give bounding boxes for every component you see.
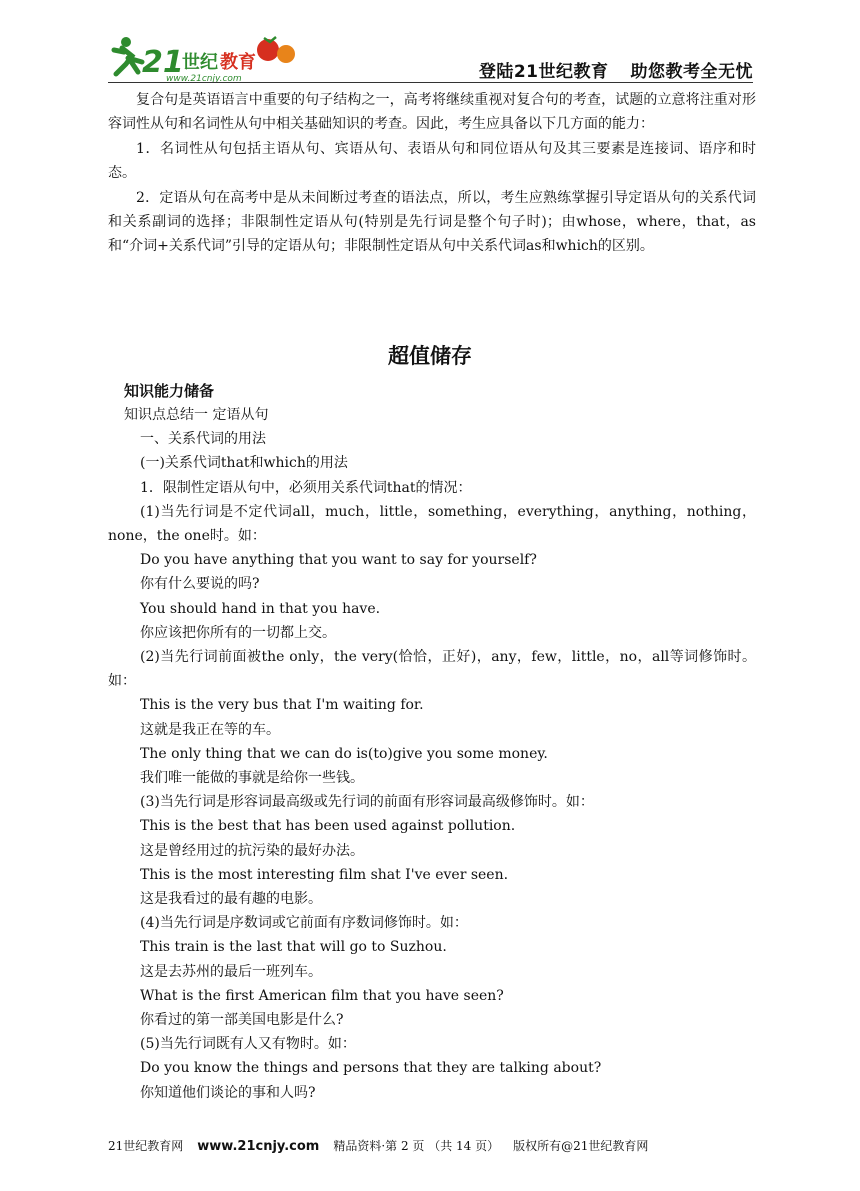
- example-zh: 你有什么要说的吗?: [140, 576, 260, 593]
- example-zh: 你知道他们谈论的事和人吗?: [140, 1084, 316, 1101]
- header-slogan: [479, 57, 753, 82]
- example-en: What is the first American film that you have seen?: [140, 987, 504, 1004]
- example-zh: 你看过的第一部美国电影是什么?: [140, 1012, 344, 1029]
- example-zh: 这是去苏州的最后一班列车。: [140, 963, 322, 980]
- svg-text:www.21cnjy.com: www.21cnjy.com: [166, 74, 242, 82]
- example-en: This train is the last that will go to Suzhou.: [140, 939, 447, 956]
- footer-site: 21世纪教育网: [108, 1139, 184, 1153]
- subsection-heading: 知识能力储备: [124, 382, 215, 400]
- rule-item: (3)当先行词是形容词最高级或先行词的前面有形容词最高级修饰时。如：: [140, 794, 594, 811]
- footer-page-info: 精品资料·第 2 页 （共 14 页）: [333, 1139, 500, 1153]
- page-header: [108, 30, 753, 84]
- example-en: This is the best that has been used against pollution.: [140, 818, 516, 835]
- header-divider: [108, 82, 753, 83]
- example-en: This is the very bus that I'm waiting for.: [140, 697, 424, 714]
- slogan-right: 助您教考全无忧: [630, 62, 753, 82]
- example-zh: 这是我看过的最有趣的电影。: [140, 891, 322, 908]
- knowledge-section: [108, 379, 756, 1105]
- example-en: Do you have anything that you want to say for yourself?: [140, 552, 537, 569]
- rule-item: (5)当先行词既有人又有物时。如：: [140, 1036, 356, 1053]
- intro-section: [108, 88, 756, 259]
- rule-paragraph: (2)当先行词前面被the only，the very(恰恰，正好)，any，few，little，no，all等词修饰时。如：: [108, 649, 756, 690]
- list-item: 1．限制性定语从句中，必须用关系代词that的情况：: [140, 479, 472, 496]
- example-zh: 我们唯一能做的事就是给你一些钱。: [140, 770, 364, 787]
- example-zh: 你应该把你所有的一切都上交。: [140, 624, 336, 641]
- example-en: This is the most interesting film shat I've ever seen.: [140, 866, 509, 883]
- svg-text:教育: 教育: [220, 52, 256, 73]
- example-en: Do you know the things and persons that they are talking about?: [140, 1060, 602, 1077]
- example-zh: 这是曾经用过的抗污染的最好办法。: [140, 842, 364, 859]
- list-item: 一、关系代词的用法: [140, 431, 266, 448]
- slogan-left: 登陆21世纪教育: [478, 62, 609, 82]
- footer-url[interactable]: www.21cnjy.com: [197, 1139, 320, 1154]
- example-zh: 这就是我正在等的车。: [140, 721, 280, 738]
- topic-heading: 知识点总结一 定语从句: [124, 407, 269, 423]
- intro-point-1: 1．名词性从句包括主语从句、宾语从句、表语从句和同位语从句及其三要素是连接词、语序和时态。: [108, 140, 756, 182]
- rule-paragraph: (1)当先行词是不定代词all，much，little，something，everything，anything，nothing，none，the one时。如：: [108, 503, 756, 545]
- rule-item: (4)当先行词是序数词或它前面有序数词修饰时。如：: [140, 915, 468, 932]
- svg-text:21: 21: [142, 45, 184, 80]
- page-footer: [108, 1137, 753, 1154]
- section-title: 超值储存: [388, 344, 472, 368]
- footer-copyright: 版权所有@21世纪教育网: [513, 1139, 649, 1153]
- 21cnjy-logo: [108, 30, 308, 82]
- intro-point-2: 2．定语从句在高考中是从未间断过考查的语法点，所以，考生应熟练掌握引导定语从句的关系代词和关系副词的选择；非限制性定语从句(特别是先行词是整个句子时)；由whose，where，that，as和“介词+关系代词”引导的定语从句；非限制性定语从句中关系代词as和which的区别。: [108, 189, 756, 255]
- list-item: (一)关系代词that和which的用法: [140, 455, 348, 472]
- intro-paragraph: 复合句是英语语言中重要的句子结构之一，高考将继续重视对复合句的考查，试题的立意将注重对形容词性从句和名词性从句中相关基础知识的考查。因此，考生应具备以下几方面的能力：: [108, 92, 756, 133]
- example-en: The only thing that we can do is(to)give you some money.: [140, 745, 548, 762]
- svg-text:世纪: 世纪: [182, 52, 218, 73]
- example-en: You should hand in that you have.: [140, 600, 381, 617]
